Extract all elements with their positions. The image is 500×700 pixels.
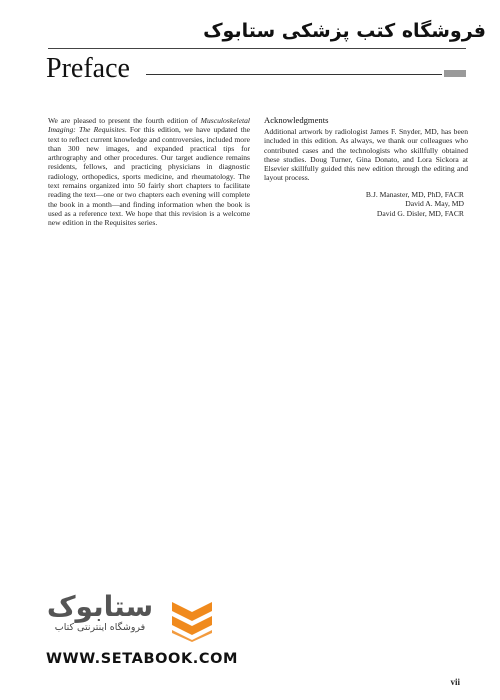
logo-tagline: فروشگاه اینترنتی کتاب: [54, 622, 146, 633]
title-rule-block: [444, 70, 466, 77]
store-banner: فروشگاه کتب پزشکی ستابوک: [203, 20, 486, 42]
book-title-emphasis: Musculoskeletal Imaging: The Requisites: [48, 116, 250, 135]
signature-line: David G. Disler, MD, FACR: [376, 208, 464, 218]
preface-body: [48, 116, 250, 228]
signature-block: [264, 190, 468, 219]
logo-wordmark: ستابوک: [46, 590, 154, 623]
signature-line: David A. May, MD: [405, 199, 464, 209]
signature-line: B.J. Manaster, MD, PhD, FACR: [365, 189, 464, 199]
setabook-logo-icon: [168, 598, 216, 642]
preface-body-text-1: We are pleased to present the fourth edition of: [48, 116, 201, 125]
page-number: vii: [450, 677, 460, 687]
title-rule: [146, 74, 442, 75]
acknowledgments-heading: Acknowledgments: [264, 115, 329, 125]
watermark-logo: [38, 590, 218, 646]
acknowledgments-section: [264, 115, 468, 218]
preface-body-text-2: . For this edition, we have updated the text to reflect current knowledge and controversies, included more than 300 new images, and expanded practical tips for arthrography and other procedures. Our target audience remains residents, fellows, and practicing physicians in diagnostic radiology, orthopedics, sports medicine, and rheumatology. The text remains organized into 50 fairly short chapters to facilitate reading the text—one or two chapters each evening will complete the book in a month—and finding information when the book is used as a reference text. We hope that this revision is a welcome new edition in the Requisites series.: [48, 125, 250, 228]
top-rule: [48, 48, 466, 49]
acknowledgments-text: Additional artwork by radiologist James F. Snyder, MD, has been included in this edition. As always, we thank our colleagues who contributed cases and the technologists who skillfully obtained these studies. Doug Turner, Gina Donato, and Lora Sickora at Elsevier skillfully guided this new edition through the editing and layout process.: [264, 127, 468, 183]
site-url: WWW.SETABOOK.COM: [46, 651, 239, 667]
page-title: Preface: [46, 53, 130, 84]
